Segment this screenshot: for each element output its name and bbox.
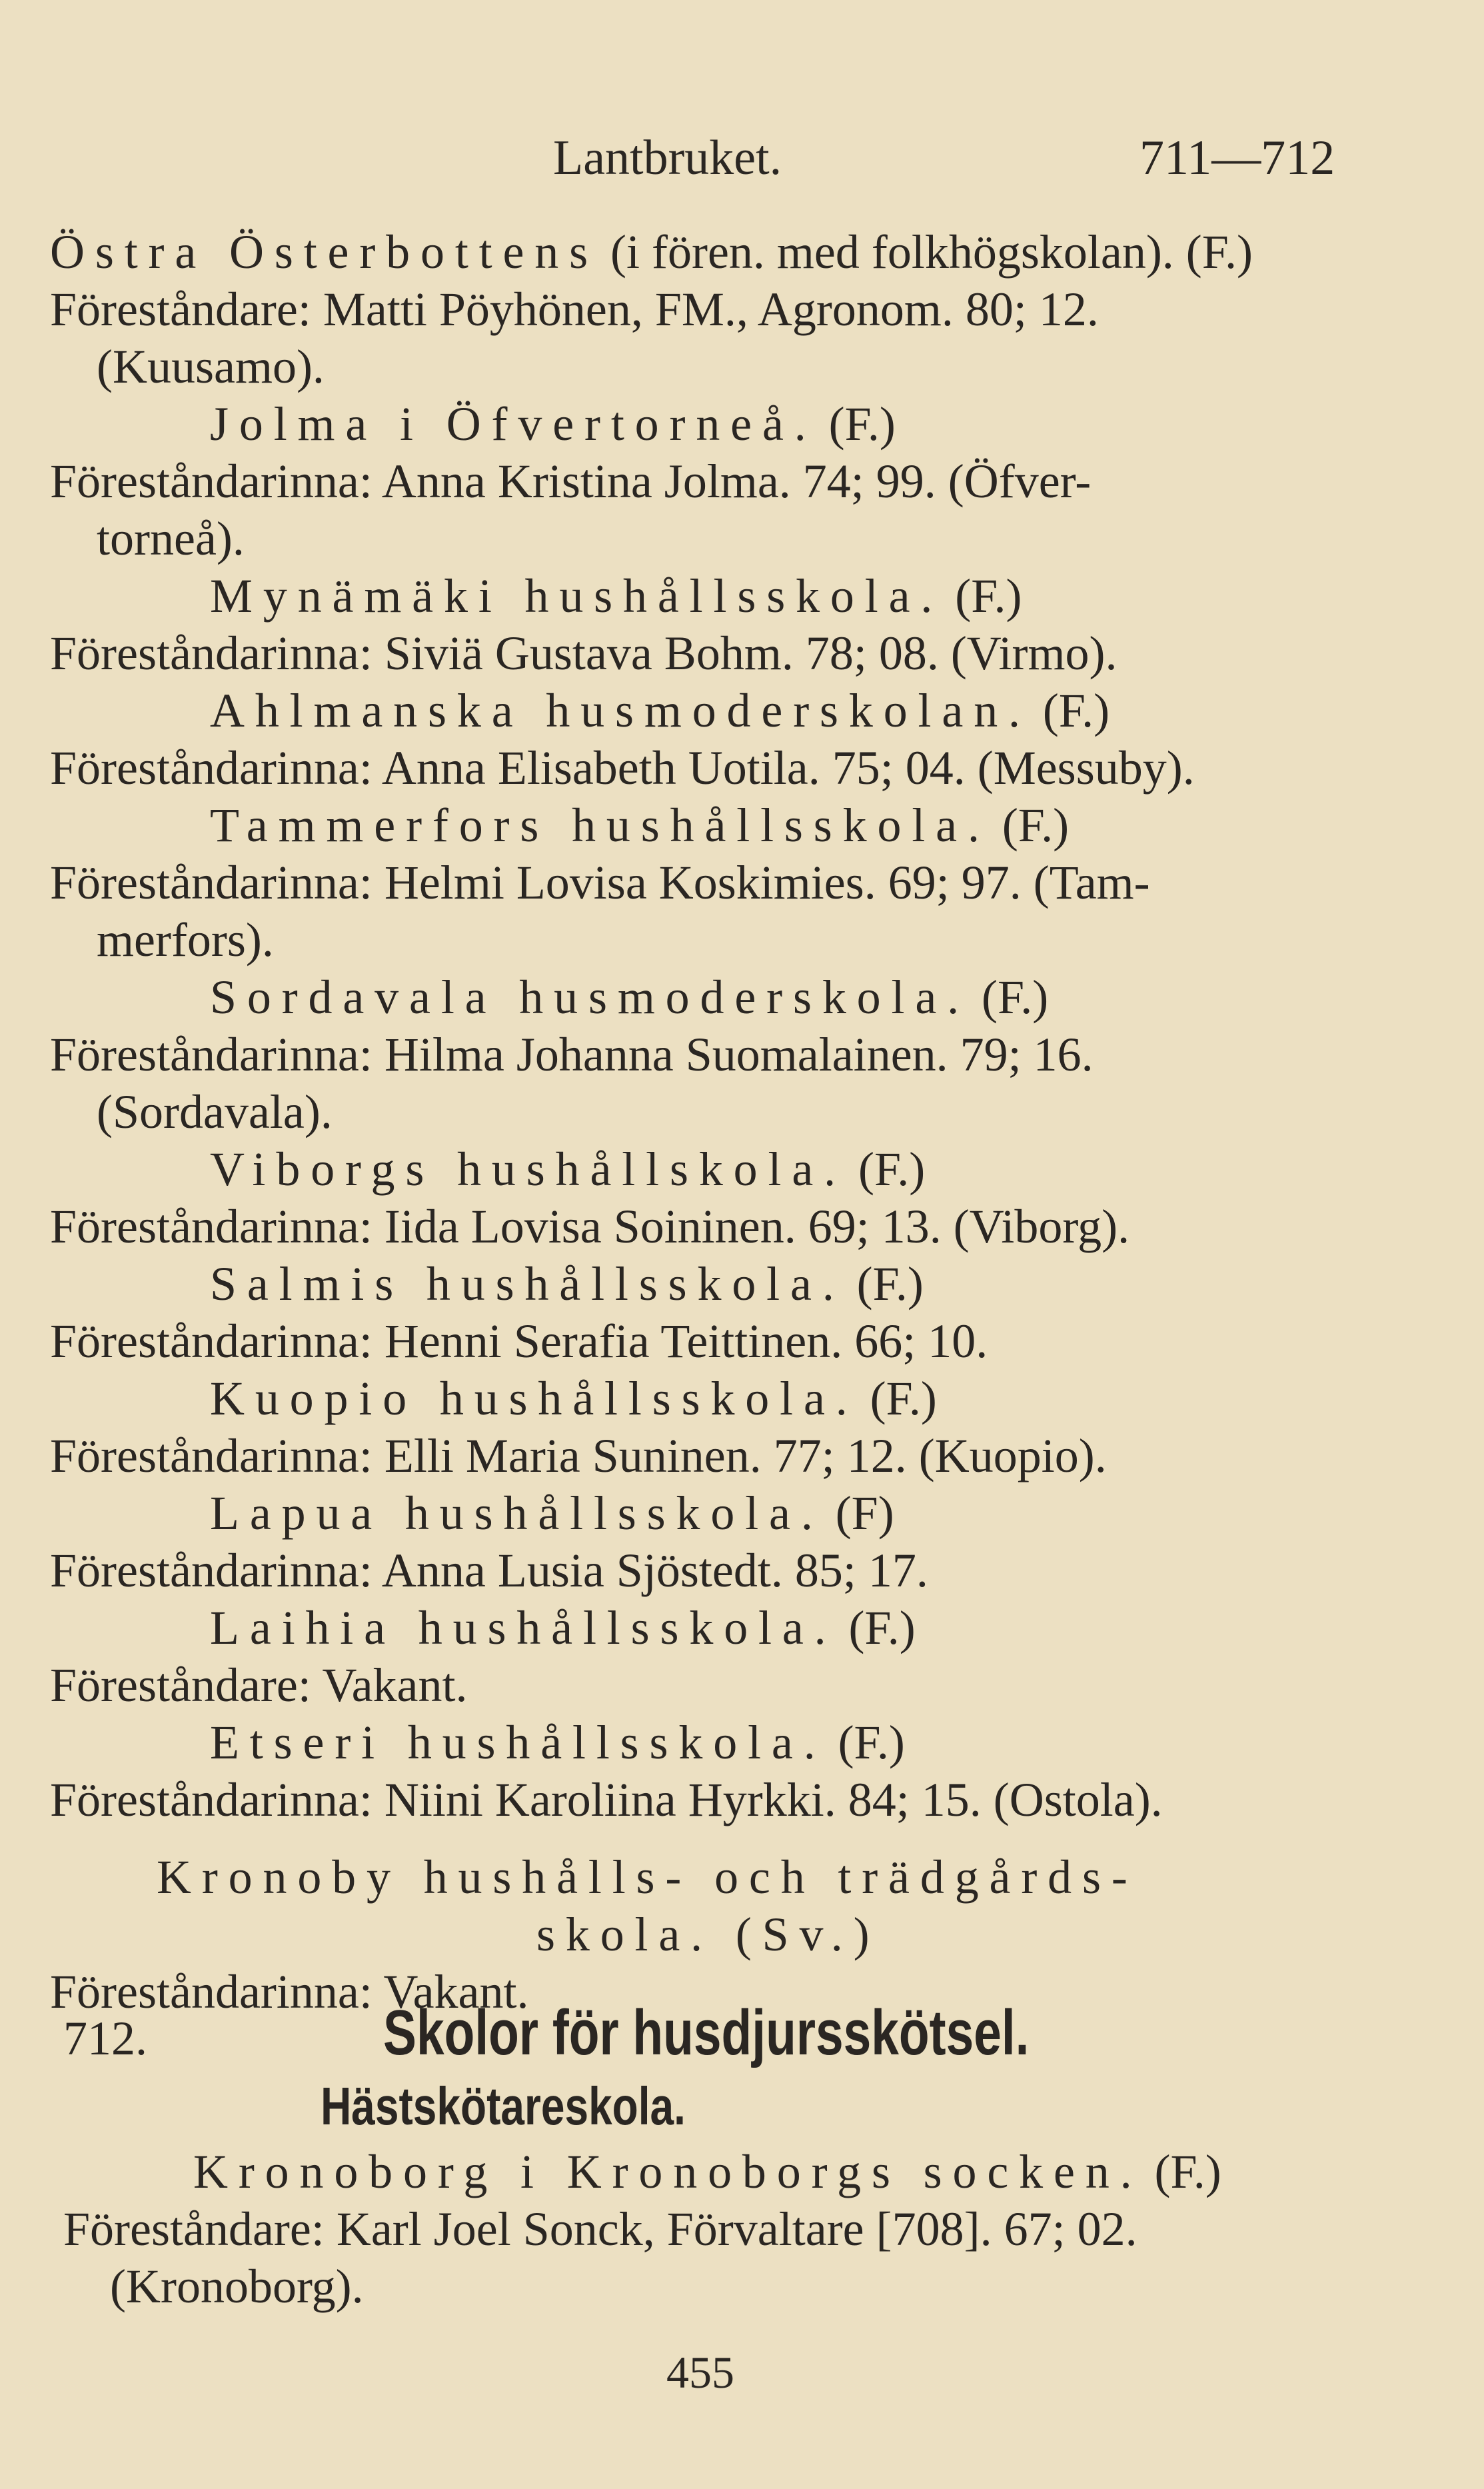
- school-suffix: (F): [823, 1486, 894, 1540]
- entry-line: merfors).: [97, 913, 274, 967]
- entry-line: Föreståndarinna: Iida Lovisa Soininen. 69; 13. (Viborg).: [50, 1200, 1130, 1253]
- school-suffix: (F.): [846, 1143, 926, 1196]
- school-suffix: (F.): [990, 799, 1070, 852]
- entry-line: Föreståndarinna: Elli Maria Suninen. 77; 12. (Kuopio).: [50, 1429, 1107, 1482]
- entry-line: torneå).: [97, 512, 245, 565]
- school-name: Etseri hushållsskola.: [210, 1716, 826, 1769]
- section-number: 712.: [63, 2012, 147, 2065]
- school-name: Salmis hushållsskola.: [210, 1257, 845, 1310]
- section-title: Skolor för husdjursskötsel.: [383, 1997, 1030, 2068]
- school-name: Sordavala husmoderskola.: [210, 971, 970, 1024]
- school-suffix: (F.): [836, 1601, 916, 1654]
- entry-line: Föreståndare: Vakant.: [50, 1658, 468, 1712]
- school-name: Ahlmanska husmoderskolan.: [210, 684, 1031, 737]
- entry-line: Föreståndarinna: Hilma Johanna Suomalainen. 79; 16.: [50, 1028, 1094, 1081]
- entry-heading: [63, 2143, 1363, 2200]
- entry-heading: [50, 395, 1349, 453]
- school-suffix: (F.): [970, 971, 1049, 1024]
- entry-heading: [50, 682, 1349, 739]
- entry-heading: [50, 1141, 1349, 1198]
- entry-line: (Kronoborg).: [110, 2260, 364, 2313]
- entry-heading: [50, 1370, 1349, 1427]
- school-suffix: (F.): [858, 1372, 937, 1425]
- section-712: [63, 1996, 1363, 2315]
- school-entries: [50, 223, 1349, 2020]
- entry-line: Föreståndarinna: Vakant.: [50, 1965, 529, 2018]
- entry-heading: [50, 1848, 1349, 1906]
- school-name: Laihia hushållsskola.: [210, 1601, 837, 1654]
- school-suffix: (F.): [1142, 2145, 1221, 2198]
- school-name: Mynämäki hushållsskola.: [210, 569, 944, 623]
- entry-line: Föreståndarinna: Anna Kristina Jolma. 74; 99. (Öfver-: [50, 455, 1092, 508]
- school-suffix: (i fören. med folkhögskolan). (F.): [598, 225, 1253, 279]
- entry-line: Föreståndarinna: Henni Serafia Teittinen. 66; 10.: [50, 1314, 988, 1368]
- entry-heading: [50, 223, 1349, 281]
- school-name: Tammerfors hushållsskola.: [210, 799, 990, 852]
- entry-line: Föreståndarinna: Niini Karoliina Hyrkki. 84; 15. (Ostola).: [50, 1773, 1163, 1826]
- school-suffix: (F.): [826, 1716, 905, 1769]
- school-name: Lapua hushållsskola.: [210, 1486, 824, 1540]
- entry-line: (Kuusamo).: [97, 340, 325, 393]
- school-suffix: (F.): [844, 1257, 924, 1310]
- entry-heading: [50, 1484, 1349, 1542]
- school-name: Östra Österbottens: [50, 225, 599, 279]
- entry-heading: [50, 797, 1349, 854]
- school-name: Jolma i Öfvertorneå.: [210, 397, 817, 451]
- entry-heading: [50, 1255, 1349, 1312]
- school-name: Kronoborg i Kronoborgs socken.: [193, 2145, 1143, 2198]
- section-range: 711—712: [1139, 131, 1335, 185]
- entry-heading: [50, 1599, 1349, 1656]
- page-number: 455: [666, 2347, 734, 2398]
- entry-line: (Sordavala).: [97, 1085, 333, 1139]
- entry-line: Föreståndarinna: Anna Elisabeth Uotila. 75; 04. (Messuby).: [50, 741, 1195, 795]
- entry-line: Föreståndarinna: Anna Lusia Sjöstedt. 85; 17.: [50, 1544, 928, 1597]
- entry-line: Föreståndare: Matti Pöyhönen, FM., Agronom. 80; 12.: [50, 283, 1099, 336]
- school-name: Kronoby hushålls- och trädgårds-: [157, 1850, 1138, 1904]
- entry-heading: [50, 567, 1349, 625]
- entry-line: skola. (Sv.): [536, 1908, 880, 1961]
- entry-line: Föreståndarinna: Siviä Gustava Bohm. 78; 08. (Virmo).: [50, 627, 1117, 680]
- entry-heading: [50, 1714, 1349, 1771]
- section-subtitle: Hästskötareskola.: [321, 2076, 686, 2136]
- school-suffix: (F.): [943, 569, 1022, 623]
- school-suffix: (F.): [1030, 684, 1110, 737]
- entry-line: Föreståndare: Karl Joel Sonck, Förvaltare [708]. 67; 02.: [63, 2202, 1137, 2256]
- running-head: Lantbruket.: [553, 131, 782, 185]
- school-suffix: (F.): [816, 397, 896, 451]
- school-name: Viborgs hushållskola.: [210, 1143, 846, 1196]
- section-header: [63, 1996, 1363, 2070]
- entry-heading: [50, 969, 1349, 1026]
- entry-line: Föreståndarinna: Helmi Lovisa Koskimies. 69; 97. (Tam-: [50, 856, 1150, 909]
- page-header: [0, 130, 1484, 210]
- school-name: Kuopio hushållsskola.: [210, 1372, 858, 1425]
